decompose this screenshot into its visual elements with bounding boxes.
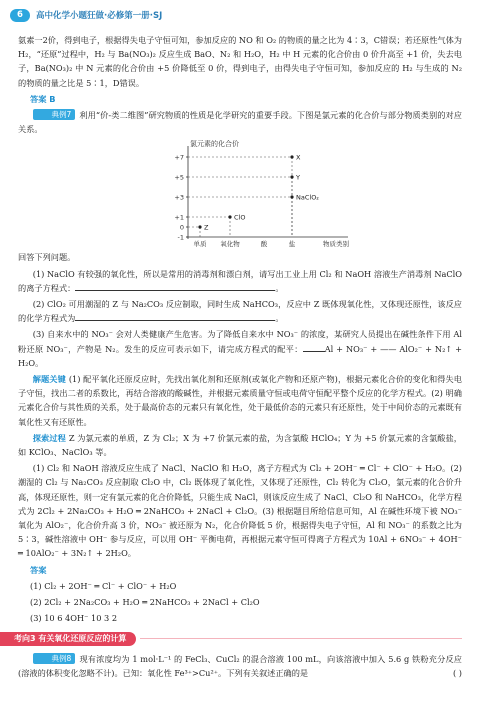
data-point [290, 196, 293, 199]
point-label: Y [296, 173, 300, 182]
question-1: (1) NaClO 有较强的氧化性，所以是常用的消毒剂和漂白剂，请写出工业上用 Cl₂ 和 NaOH 溶液生产消毒剂 NaClO 的离子方程式： 。 [18, 268, 462, 293]
point-label: ClO [234, 213, 246, 222]
explore-block [18, 431, 462, 459]
analysis-text: (1) 配平氧化还原反应时，先找出氧化剂和还原剂(或氧化产物和还原产物)，根据元素化合价的变化和得失电子守恒，找出二者的系数比，再结合溶液的酸碱性，并根据元素质量守恒或电荷守恒配平整个反应的化学方程式。(2) 明确元素化合价与其性质的关系，处于最高价态的元素只有氧化性，处于最低价态的元素只有还原性，处于中间价态的元素既有氧化性又有还原性。 [18, 374, 462, 427]
analysis-block [18, 372, 462, 429]
question-1-text: (1) NaClO 有较强的氧化性，所以是常用的消毒剂和漂白剂，请写出工业上用 Cl₂ 和 NaOH 溶液生产消毒剂 NaClO 的离子方程式： [18, 268, 462, 293]
answer-blank-1[interactable] [75, 282, 275, 291]
x-axis-label: 物质类别 [323, 240, 349, 249]
answer-line-1: (1) Cl₂ + 2OH⁻ ═ Cl⁻ + ClO⁻ + H₂O [30, 580, 177, 591]
page-content [14, 33, 462, 682]
example-8 [18, 652, 462, 680]
answer-line-3: (3) 10 6 4OH⁻ 10 3 2 [30, 613, 118, 624]
analysis-label: 解题关键 [32, 374, 66, 385]
point-label: X [296, 153, 301, 162]
y-tick-label: +1 [174, 213, 184, 222]
answers-label: 答案 [30, 564, 47, 575]
data-point [198, 226, 201, 229]
question-3-equation: Al + NO₃⁻ + —— AlO₂⁻ + N₂↑ + H₂O。 [18, 343, 462, 368]
question-3-text: (3) 自来水中的 NO₃⁻ 会对人类健康产生危害。为了降低自来水中 NO₃⁻ 的浓度，某研究人员提出在碱性条件下用 Al 粉还原 NO₃⁻，产物是 N₂。发生的反应可表示如下，请完成方程式的配平： [18, 329, 462, 354]
x-tick-label: 单质 [193, 240, 207, 249]
example-7 [18, 108, 462, 136]
y-tick-label: +5 [174, 173, 184, 182]
explore-text-2: (1) Cl₂ 和 NaOH 溶液反应生成了 NaCl、NaClO 和 H₂O，离子方程式为 Cl₂ + 2OH⁻ ═ Cl⁻ + ClO⁻ + H₂O。(2) 潮湿的 Cl₂ 与 Na₂CO₃ 反应制取 Cl₂O 中，Cl₂ 既体现了氧化性，又体现了还原性，Cl₂ 转化为 Cl₂O，氯元素的化合价升高，体现还原性，则一定有氯元素的化合价降低，只能生成 NaCl，则该反应生成了 NaCl、Cl₂O 和 NaHCO₃，化学方程式为 2Cl₂ + 2Na₂CO₃ + H₂O ═ 2NaHCO₃ + 2NaCl + Cl₂O。(3) 根据题目所给信息可知，Al 在碱性环境下被 NO₃⁻ 氧化为 AlO₂⁻，化合价升高 3 价，NO₃⁻ 被还原为 N₂，化合价降低 5 价，根据得失电子守恒，Al 和 NO₃⁻ 的系数之比为 5∶3，碱性溶液中 OH⁻ 参与反应，可以用 OH⁻ 平衡电荷，再根据元素守恒可得离子方程式为 10Al + 6NO₃⁻ + 4OH⁻ ═ 10AlO₂⁻ + 3N₂↑ + 2H₂O。 [18, 463, 462, 559]
x-tick-label: 酸 [260, 240, 268, 249]
example-7-tag: 典例7 [33, 109, 76, 120]
y-tick-label: +7 [174, 153, 184, 162]
question-2: (2) ClO₂ 可用潮湿的 Z 与 Na₂CO₃ 反应制取，同时生成 NaHCO₃，反应中 Z 既体现氧化性，又体现还原性，该反应的化学方程式为 。 [18, 299, 462, 324]
book-title: 高中化学小题狂做·必修第一册·SJ [36, 11, 163, 21]
data-point [228, 216, 231, 219]
y-tick-label: +3 [174, 193, 184, 202]
point-label: Z [204, 223, 209, 232]
example-7-text: 利用“价-类二维图”研究物质的性质是化学研究的重要手段。下图是氯元素的化合价与部分物质类别的对应关系。 [18, 110, 462, 135]
example-8-tag: 典例8 [33, 653, 76, 664]
x-tick-label: 盐 [288, 240, 296, 249]
answer-blank-2[interactable] [75, 312, 275, 321]
question-2-text: (2) ClO₂ 可用潮湿的 Z 与 Na₂CO₃ 反应制取，同时生成 NaHCO₃，反应中 Z 既体现氧化性，又体现还原性，该反应的化学方程式为 [18, 299, 462, 324]
answer-line-2: (2) 2Cl₂ + 2Na₂CO₃ + H₂O ═ 2NaHCO₃ + 2NaCl + Cl₂O [30, 597, 260, 608]
coef-blank[interactable] [303, 343, 325, 352]
question-3 [18, 327, 462, 370]
explore-label: 探索过程 [32, 432, 66, 443]
data-point [290, 176, 293, 179]
page-number: 6 [10, 9, 30, 22]
data-point [290, 156, 293, 159]
y-tick-label: -1 [177, 233, 184, 242]
question-intro: 回答下列问题。 [18, 252, 76, 263]
chart-svg [18, 140, 462, 248]
section-label: 考向3 有关氧化还原反应的计算 [0, 632, 136, 646]
answer-paren[interactable]: ( ) [453, 667, 462, 678]
page-header [10, 8, 162, 22]
example-8-text: 现有浓度均为 1 mol·L⁻¹ 的 FeCl₃、CuCl₂ 的混合溶液 100 mL，向该溶液中加入 5.6 g 铁粉充分反应(溶液的体积变化忽略不计)。已知：氧化性 Fe³⁺>Cu²⁺。下列有关叙述正确的是 [18, 653, 462, 678]
valence-category-chart [18, 140, 462, 248]
y-axis-label: 氯元素的化合价 [190, 140, 239, 149]
section-bar [0, 632, 462, 646]
answer-1: 答案 B [30, 93, 56, 104]
paragraph-continued: 氨素一2价，得到电子，根据得失电子守恒可知，参加反应的 NO 和 O₂ 的物质的量之比为 4∶3，C错误；若还原性气体为 H₂，“还原”过程中，H₂ 与 Ba(NO₃)₂ 反应生成 BaO、N₂ 和 H₂O，H₂ 中 H 元素的化合价由 0 价升高至 +1 价，失去电子，Ba(NO₃)₂ 中 N 元素的化合价由 +5 价降低至 0 价，得到电子，由得失电子守恒可知，参加反应的 H₂ 与生成的 N₂ 的物质的量之比是 5∶1，D错误。 [18, 35, 462, 88]
section-divider [140, 638, 462, 639]
y-tick-label: 0 [179, 223, 184, 232]
explore-text-1: Z 为氯元素的单质，Z 为 Cl₂；X 为 +7 价氯元素的盐，为含氯酸 HClO₄；Y 为 +5 价氯元素的含氯酸盐，如 KClO₃、NaClO₃ 等。 [18, 432, 462, 458]
point-label: NaClO₂ [296, 193, 319, 202]
x-tick-label: 氧化物 [220, 240, 240, 249]
